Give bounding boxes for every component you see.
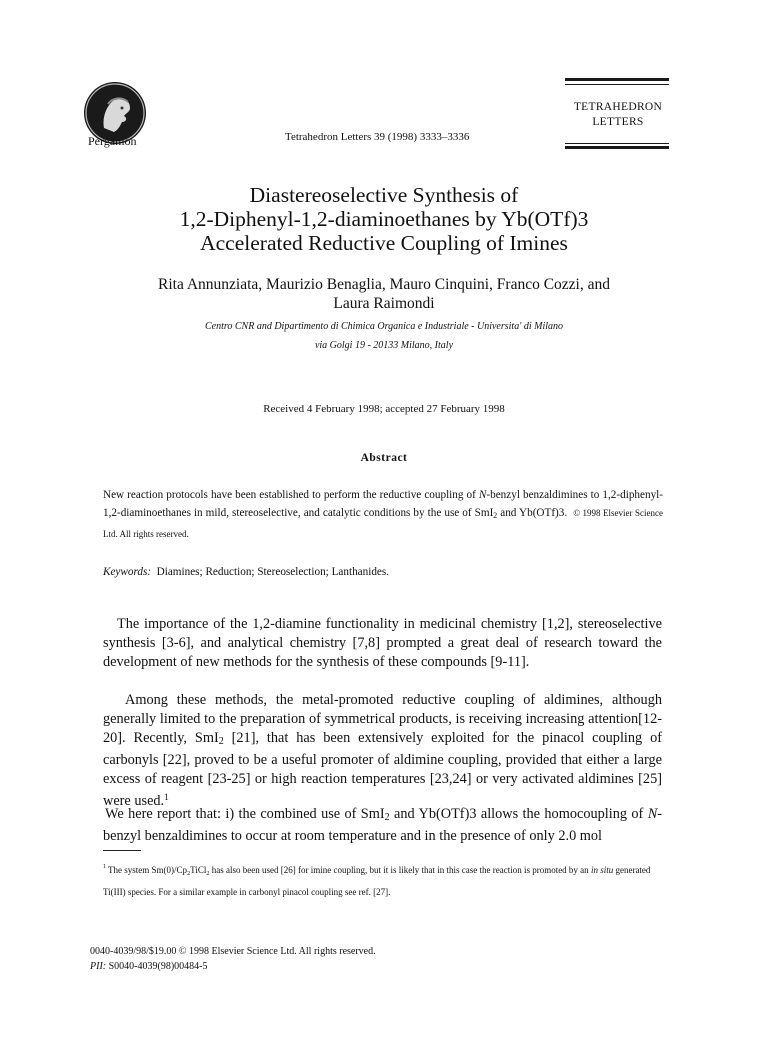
footnote-span: generated Ti(III) species. For a similar example in carbonyl pinacol coupling see ref. [27]. [103, 865, 651, 897]
publisher-name: Pergamon [88, 134, 137, 148]
journal-name-line2: LETTERS [592, 116, 644, 128]
footnote-ref: 1 [164, 793, 169, 803]
author-list [0, 275, 768, 313]
issn-copyright-line: 0040-4039/98/$19.00 © 1998 Elsevier Science Ltd. All rights reserved. [90, 946, 376, 957]
footnote-span: has also been used [26] for imine coupling, but it is likely that in this case the reaction is promoted by an [209, 865, 591, 875]
journal-bottom-rule [565, 146, 669, 149]
footnote-rule [103, 850, 141, 851]
body-span: Among these methods, the metal-promoted reductive coupling of aldimines, although generally limited to the preparation of symmetrical products, is receiving increasing attention[12-20]. Recently, SmI [103, 692, 662, 746]
pii-label: PII: [90, 961, 107, 972]
affiliation-line: Centro CNR and Dipartimento di Chimica Organica e Industriale - Universita' di Milano [204, 321, 564, 332]
abstract-span: New reaction protocols have been established to perform the reductive coupling of [103, 489, 479, 501]
affiliation-address: via Golgi 19 - 20133 Milano, Italy [314, 340, 454, 351]
author-line: Laura Raimondi [333, 295, 435, 312]
pii-line [90, 961, 208, 972]
body-paragraph-1: The importance of the 1,2-diamine functionality in medicinal chemistry [1,2], stereoselective synthesis [3-6], and analytical chemistry [7,8] prompted a great deal of research toward the development of new methods for the synthesis of these compounds [9-11]. [103, 616, 662, 670]
body-span: We here report that: i) the combined use of SmI [105, 806, 385, 822]
pii-value: S0040-4039(98)00484-5 [108, 961, 208, 972]
abstract-span: -benzyl benzaldimines to 1,2-diphenyl-1,2-diaminoethanes in mild, stereoselective, and catalytic conditions by the use of SmI [103, 489, 663, 519]
footnote-marker: 1 [103, 864, 106, 870]
body-subscript: 2 [218, 736, 224, 747]
footnote-subscript: 2 [206, 870, 210, 877]
abstract-span: and Yb(OTf)3. [497, 507, 568, 519]
abstract-italic: N [478, 489, 487, 501]
abstract-text [103, 486, 663, 543]
abstract-copyright: © 1998 Elsevier Science Ltd. All rights reserved. [103, 508, 663, 539]
keywords [103, 566, 389, 578]
body-subscript: 2 [384, 812, 390, 823]
title-line: 1,2-Diphenyl-1,2-diaminoethanes by Yb(OTf)3 [179, 207, 589, 231]
article-title [0, 183, 768, 255]
body-paragraph-2 [103, 691, 662, 811]
journal-citation: Tetrahedron Letters 39 (1998) 3333–3336 [285, 131, 470, 143]
keywords-label: Keywords: [103, 566, 152, 578]
body-italic: N [647, 806, 658, 822]
title-line: Diastereoselective Synthesis of [249, 183, 519, 207]
body-span: and Yb(OTf)3 allows the homocoupling of [389, 806, 648, 822]
body-span: -benzyl benzaldimines to occur at room temperature and in the presence of only 2.0 mol [103, 806, 662, 844]
received-dates: Received 4 February 1998; accepted 27 February 1998 [263, 403, 505, 415]
journal-name-line1: TETRAHEDRON [573, 101, 663, 113]
footnote-span: The system Sm(0)/Cp [108, 865, 188, 875]
body-paragraph-3 [103, 805, 662, 846]
footnote-span: TiCl [190, 865, 207, 875]
abstract-subscript: 2 [493, 511, 498, 520]
author-line: Rita Annunziata, Maurizio Benaglia, Mauro Cinquini, Franco Cozzi, and [158, 276, 610, 293]
journal-bottom-thin-rule [565, 143, 669, 144]
title-line: Accelerated Reductive Coupling of Imines [200, 231, 568, 255]
footnote-subscript: 2 [187, 870, 191, 877]
footnote [103, 858, 663, 901]
journal-top-thin-rule [565, 84, 669, 85]
footnote-italic: in situ [590, 865, 614, 875]
abstract-heading: Abstract [360, 452, 408, 464]
body-span: [21], that has been extensively exploited for the pinacol coupling of carbonyls [22], proved to be a useful promoter of aldimine coupling, provided that either a large excess of reagent [23-25] or high reaction temperatures [23,24] or very activated aldimines [25] were used. [103, 730, 662, 809]
keywords-text: Diamines; Reduction; Stereoselection; Lanthanides. [156, 566, 390, 578]
journal-top-rule [565, 78, 669, 81]
